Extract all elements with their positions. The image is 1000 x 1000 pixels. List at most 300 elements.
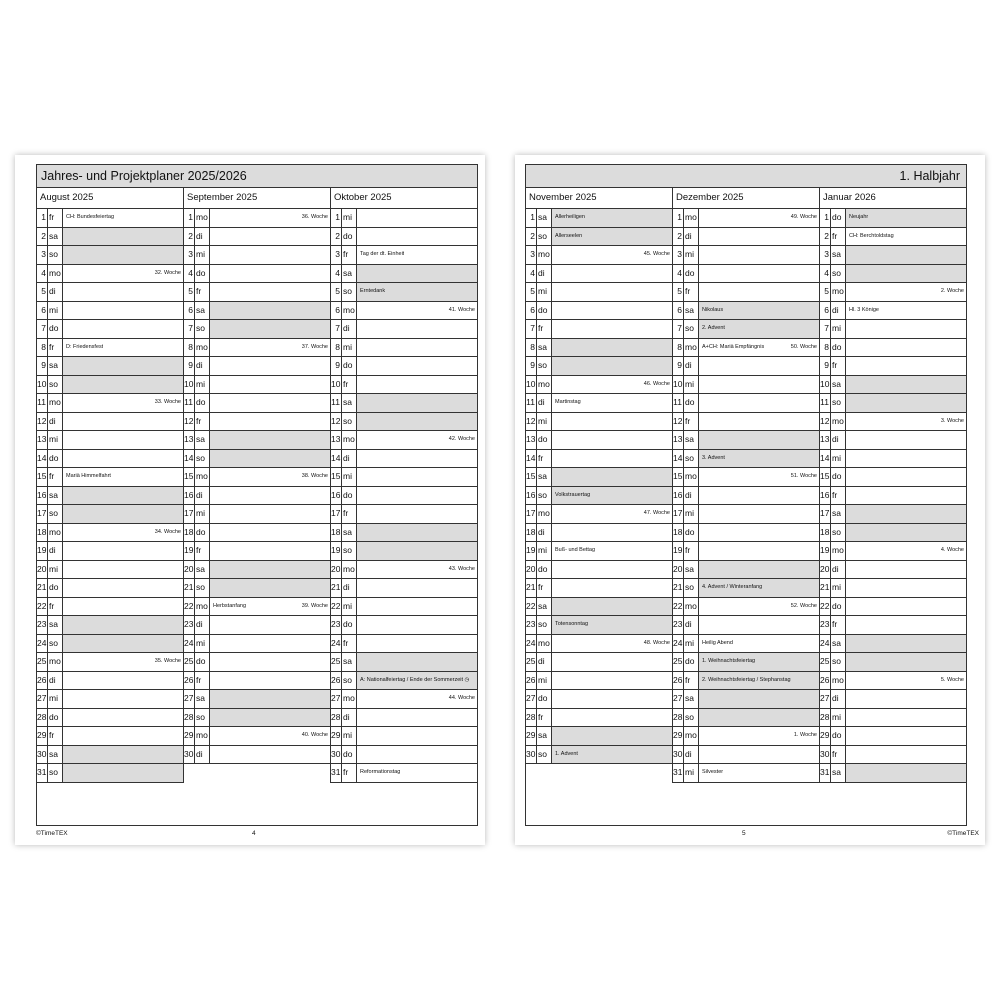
day-entry-cell[interactable]: [846, 339, 966, 357]
day-entry-cell[interactable]: [357, 394, 477, 412]
day-entry-cell[interactable]: [210, 579, 330, 597]
day-entry-cell[interactable]: [552, 672, 672, 690]
day-row[interactable]: [37, 709, 183, 728]
day-entry-cell[interactable]: [552, 487, 672, 505]
day-entry-cell[interactable]: [357, 524, 477, 542]
day-entry-cell[interactable]: [357, 228, 477, 246]
day-row[interactable]: [526, 505, 672, 524]
day-row[interactable]: [526, 579, 672, 598]
day-entry-cell[interactable]: [699, 450, 819, 468]
day-row[interactable]: [673, 339, 819, 358]
day-row[interactable]: [526, 283, 672, 302]
day-row[interactable]: [673, 746, 819, 765]
day-entry-cell[interactable]: [846, 487, 966, 505]
day-row[interactable]: [331, 265, 477, 284]
day-row[interactable]: [331, 209, 477, 228]
day-row[interactable]: [184, 413, 330, 432]
day-row[interactable]: [37, 616, 183, 635]
day-row[interactable]: [37, 727, 183, 746]
day-row[interactable]: [331, 635, 477, 654]
day-entry-cell[interactable]: [699, 746, 819, 764]
day-entry-cell[interactable]: [846, 320, 966, 338]
day-entry-cell[interactable]: [63, 727, 183, 745]
day-row[interactable]: [37, 394, 183, 413]
day-entry-cell[interactable]: [63, 376, 183, 394]
day-entry-cell[interactable]: [552, 302, 672, 320]
day-row[interactable]: [37, 672, 183, 691]
day-entry-cell[interactable]: [63, 505, 183, 523]
day-row[interactable]: [820, 709, 966, 728]
day-row[interactable]: [673, 283, 819, 302]
day-entry-cell[interactable]: [63, 524, 183, 542]
day-row[interactable]: [820, 616, 966, 635]
day-entry-cell[interactable]: [846, 376, 966, 394]
day-entry-cell[interactable]: [357, 357, 477, 375]
day-entry-cell[interactable]: [552, 339, 672, 357]
day-row[interactable]: [331, 450, 477, 469]
day-entry-cell[interactable]: [846, 616, 966, 634]
day-entry-cell[interactable]: [357, 209, 477, 227]
day-row[interactable]: [526, 709, 672, 728]
day-row[interactable]: [820, 653, 966, 672]
day-row[interactable]: [673, 561, 819, 580]
day-entry-cell[interactable]: [699, 579, 819, 597]
day-row[interactable]: [673, 579, 819, 598]
day-row[interactable]: [820, 746, 966, 765]
day-entry-cell[interactable]: [357, 561, 477, 579]
day-entry-cell[interactable]: [846, 635, 966, 653]
day-entry-cell[interactable]: [210, 394, 330, 412]
day-row[interactable]: [184, 561, 330, 580]
day-entry-cell[interactable]: [699, 653, 819, 671]
day-row[interactable]: [820, 339, 966, 358]
day-row[interactable]: [331, 709, 477, 728]
day-entry-cell[interactable]: [63, 394, 183, 412]
day-entry-cell[interactable]: [63, 413, 183, 431]
day-row[interactable]: [526, 727, 672, 746]
day-row[interactable]: [37, 209, 183, 228]
day-row[interactable]: [673, 431, 819, 450]
day-entry-cell[interactable]: [699, 376, 819, 394]
day-entry-cell[interactable]: [846, 709, 966, 727]
day-entry-cell[interactable]: [552, 431, 672, 449]
day-row[interactable]: [184, 487, 330, 506]
day-row[interactable]: [820, 561, 966, 580]
day-entry-cell[interactable]: [210, 265, 330, 283]
day-row[interactable]: [184, 450, 330, 469]
day-entry-cell[interactable]: [552, 394, 672, 412]
day-entry-cell[interactable]: [63, 690, 183, 708]
day-row[interactable]: [37, 505, 183, 524]
day-row[interactable]: [526, 487, 672, 506]
day-entry-cell[interactable]: [699, 209, 819, 227]
day-row[interactable]: [37, 598, 183, 617]
day-row[interactable]: [820, 431, 966, 450]
day-row[interactable]: [526, 246, 672, 265]
day-entry-cell[interactable]: [552, 690, 672, 708]
day-entry-cell[interactable]: [63, 265, 183, 283]
day-row[interactable]: [184, 357, 330, 376]
day-entry-cell[interactable]: [552, 598, 672, 616]
day-row[interactable]: [820, 542, 966, 561]
day-entry-cell[interactable]: [210, 431, 330, 449]
day-entry-cell[interactable]: [210, 616, 330, 634]
day-entry-cell[interactable]: [846, 505, 966, 523]
day-row[interactable]: [331, 505, 477, 524]
day-row[interactable]: [37, 413, 183, 432]
day-row[interactable]: [820, 524, 966, 543]
day-entry-cell[interactable]: [552, 357, 672, 375]
day-row[interactable]: [37, 320, 183, 339]
day-entry-cell[interactable]: [357, 246, 477, 264]
day-row[interactable]: [820, 265, 966, 284]
day-entry-cell[interactable]: [63, 561, 183, 579]
day-entry-cell[interactable]: [846, 209, 966, 227]
day-row[interactable]: [184, 320, 330, 339]
day-entry-cell[interactable]: [63, 672, 183, 690]
day-entry-cell[interactable]: [63, 616, 183, 634]
day-entry-cell[interactable]: [699, 339, 819, 357]
day-row[interactable]: [673, 357, 819, 376]
day-entry-cell[interactable]: [63, 302, 183, 320]
day-row[interactable]: [184, 616, 330, 635]
day-entry-cell[interactable]: [552, 209, 672, 227]
day-entry-cell[interactable]: [846, 431, 966, 449]
day-entry-cell[interactable]: [699, 265, 819, 283]
day-row[interactable]: [184, 302, 330, 321]
day-entry-cell[interactable]: [699, 598, 819, 616]
day-entry-cell[interactable]: [210, 357, 330, 375]
day-entry-cell[interactable]: [63, 542, 183, 560]
day-row[interactable]: [673, 228, 819, 247]
day-entry-cell[interactable]: [846, 746, 966, 764]
day-row[interactable]: [820, 450, 966, 469]
day-row[interactable]: [820, 672, 966, 691]
day-entry-cell[interactable]: [210, 320, 330, 338]
day-row[interactable]: [37, 524, 183, 543]
day-entry-cell[interactable]: [357, 468, 477, 486]
day-row[interactable]: [820, 468, 966, 487]
day-entry-cell[interactable]: [210, 339, 330, 357]
day-row[interactable]: [37, 468, 183, 487]
day-row[interactable]: [526, 413, 672, 432]
day-entry-cell[interactable]: [699, 690, 819, 708]
day-row[interactable]: [184, 246, 330, 265]
day-entry-cell[interactable]: [210, 228, 330, 246]
day-entry-cell[interactable]: [63, 283, 183, 301]
day-row[interactable]: [184, 505, 330, 524]
day-entry-cell[interactable]: [552, 653, 672, 671]
day-entry-cell[interactable]: [699, 413, 819, 431]
day-row[interactable]: [37, 339, 183, 358]
day-entry-cell[interactable]: [357, 413, 477, 431]
day-row[interactable]: [526, 302, 672, 321]
day-entry-cell[interactable]: [699, 542, 819, 560]
day-row[interactable]: [673, 413, 819, 432]
day-entry-cell[interactable]: [357, 727, 477, 745]
day-entry-cell[interactable]: [846, 394, 966, 412]
day-row[interactable]: [820, 209, 966, 228]
day-row[interactable]: [526, 228, 672, 247]
day-row[interactable]: [331, 746, 477, 765]
day-row[interactable]: [184, 265, 330, 284]
day-row[interactable]: [526, 468, 672, 487]
day-row[interactable]: [37, 746, 183, 765]
day-row[interactable]: [331, 320, 477, 339]
day-entry-cell[interactable]: [552, 320, 672, 338]
day-row[interactable]: [37, 690, 183, 709]
day-entry-cell[interactable]: [210, 561, 330, 579]
day-entry-cell[interactable]: [210, 246, 330, 264]
day-row[interactable]: [37, 764, 183, 783]
day-entry-cell[interactable]: [63, 431, 183, 449]
day-entry-cell[interactable]: [210, 746, 330, 764]
day-entry-cell[interactable]: [210, 727, 330, 745]
day-row[interactable]: [184, 598, 330, 617]
day-entry-cell[interactable]: [210, 542, 330, 560]
day-entry-cell[interactable]: [699, 246, 819, 264]
day-entry-cell[interactable]: [846, 672, 966, 690]
day-row[interactable]: [673, 709, 819, 728]
day-entry-cell[interactable]: [63, 598, 183, 616]
day-row[interactable]: [526, 339, 672, 358]
day-row[interactable]: [331, 616, 477, 635]
day-row[interactable]: [331, 357, 477, 376]
day-row[interactable]: [820, 302, 966, 321]
day-row[interactable]: [673, 265, 819, 284]
day-entry-cell[interactable]: [699, 302, 819, 320]
day-row[interactable]: [673, 394, 819, 413]
day-row[interactable]: [673, 246, 819, 265]
day-entry-cell[interactable]: [357, 320, 477, 338]
day-entry-cell[interactable]: [846, 561, 966, 579]
day-entry-cell[interactable]: [846, 764, 966, 782]
day-entry-cell[interactable]: [357, 450, 477, 468]
day-entry-cell[interactable]: [846, 468, 966, 486]
day-entry-cell[interactable]: [210, 209, 330, 227]
day-entry-cell[interactable]: [699, 672, 819, 690]
day-entry-cell[interactable]: [552, 283, 672, 301]
day-row[interactable]: [526, 209, 672, 228]
day-row[interactable]: [184, 746, 330, 765]
day-entry-cell[interactable]: [357, 672, 477, 690]
day-entry-cell[interactable]: [846, 690, 966, 708]
day-entry-cell[interactable]: [210, 653, 330, 671]
day-entry-cell[interactable]: [357, 542, 477, 560]
day-row[interactable]: [184, 376, 330, 395]
day-entry-cell[interactable]: [357, 579, 477, 597]
day-entry-cell[interactable]: [846, 598, 966, 616]
day-row[interactable]: [526, 431, 672, 450]
day-entry-cell[interactable]: [63, 228, 183, 246]
day-row[interactable]: [526, 450, 672, 469]
day-row[interactable]: [184, 394, 330, 413]
day-row[interactable]: [820, 320, 966, 339]
day-row[interactable]: [184, 542, 330, 561]
day-entry-cell[interactable]: [699, 468, 819, 486]
day-entry-cell[interactable]: [846, 450, 966, 468]
day-entry-cell[interactable]: [357, 339, 477, 357]
day-entry-cell[interactable]: [552, 450, 672, 468]
day-entry-cell[interactable]: [210, 487, 330, 505]
day-row[interactable]: [526, 542, 672, 561]
day-entry-cell[interactable]: [63, 579, 183, 597]
day-row[interactable]: [673, 690, 819, 709]
day-entry-cell[interactable]: [699, 561, 819, 579]
day-row[interactable]: [37, 561, 183, 580]
day-entry-cell[interactable]: [210, 413, 330, 431]
day-row[interactable]: [331, 524, 477, 543]
day-row[interactable]: [37, 228, 183, 247]
day-entry-cell[interactable]: [699, 616, 819, 634]
day-row[interactable]: [331, 228, 477, 247]
day-entry-cell[interactable]: [63, 635, 183, 653]
day-row[interactable]: [37, 542, 183, 561]
day-row[interactable]: [37, 376, 183, 395]
day-row[interactable]: [37, 635, 183, 654]
day-entry-cell[interactable]: [699, 357, 819, 375]
day-row[interactable]: [331, 487, 477, 506]
day-row[interactable]: [184, 672, 330, 691]
day-row[interactable]: [331, 431, 477, 450]
day-entry-cell[interactable]: [210, 302, 330, 320]
day-entry-cell[interactable]: [63, 246, 183, 264]
day-row[interactable]: [184, 690, 330, 709]
day-row[interactable]: [37, 246, 183, 265]
day-row[interactable]: [673, 468, 819, 487]
day-entry-cell[interactable]: [210, 672, 330, 690]
day-row[interactable]: [673, 320, 819, 339]
day-row[interactable]: [184, 524, 330, 543]
day-entry-cell[interactable]: [210, 598, 330, 616]
day-row[interactable]: [820, 635, 966, 654]
day-entry-cell[interactable]: [846, 653, 966, 671]
day-row[interactable]: [331, 283, 477, 302]
day-row[interactable]: [184, 339, 330, 358]
day-entry-cell[interactable]: [552, 616, 672, 634]
day-row[interactable]: [37, 283, 183, 302]
day-entry-cell[interactable]: [552, 376, 672, 394]
day-row[interactable]: [526, 265, 672, 284]
day-entry-cell[interactable]: [357, 690, 477, 708]
day-entry-cell[interactable]: [552, 635, 672, 653]
day-row[interactable]: [820, 487, 966, 506]
day-entry-cell[interactable]: [357, 487, 477, 505]
day-entry-cell[interactable]: [357, 764, 477, 782]
day-row[interactable]: [37, 487, 183, 506]
day-row[interactable]: [526, 394, 672, 413]
day-entry-cell[interactable]: [210, 450, 330, 468]
day-entry-cell[interactable]: [699, 764, 819, 782]
day-entry-cell[interactable]: [552, 228, 672, 246]
day-entry-cell[interactable]: [63, 746, 183, 764]
day-entry-cell[interactable]: [552, 413, 672, 431]
day-row[interactable]: [331, 727, 477, 746]
day-entry-cell[interactable]: [699, 727, 819, 745]
day-row[interactable]: [673, 505, 819, 524]
day-entry-cell[interactable]: [210, 709, 330, 727]
day-row[interactable]: [184, 468, 330, 487]
day-row[interactable]: [526, 616, 672, 635]
day-entry-cell[interactable]: [63, 357, 183, 375]
day-row[interactable]: [526, 746, 672, 765]
day-row[interactable]: [184, 228, 330, 247]
day-row[interactable]: [37, 302, 183, 321]
day-entry-cell[interactable]: [846, 228, 966, 246]
day-entry-cell[interactable]: [357, 635, 477, 653]
day-row[interactable]: [673, 302, 819, 321]
day-row[interactable]: [184, 653, 330, 672]
day-entry-cell[interactable]: [357, 709, 477, 727]
day-row[interactable]: [331, 579, 477, 598]
day-entry-cell[interactable]: [63, 320, 183, 338]
day-entry-cell[interactable]: [699, 709, 819, 727]
day-row[interactable]: [820, 357, 966, 376]
day-row[interactable]: [331, 376, 477, 395]
day-row[interactable]: [184, 727, 330, 746]
day-row[interactable]: [820, 228, 966, 247]
day-row[interactable]: [526, 524, 672, 543]
day-entry-cell[interactable]: [846, 413, 966, 431]
day-entry-cell[interactable]: [63, 487, 183, 505]
day-entry-cell[interactable]: [357, 746, 477, 764]
day-row[interactable]: [673, 376, 819, 395]
day-row[interactable]: [184, 635, 330, 654]
day-entry-cell[interactable]: [699, 487, 819, 505]
day-entry-cell[interactable]: [699, 394, 819, 412]
day-entry-cell[interactable]: [846, 524, 966, 542]
day-row[interactable]: [331, 302, 477, 321]
day-row[interactable]: [673, 672, 819, 691]
day-entry-cell[interactable]: [63, 450, 183, 468]
day-row[interactable]: [673, 616, 819, 635]
day-entry-cell[interactable]: [552, 561, 672, 579]
day-entry-cell[interactable]: [63, 764, 183, 782]
day-entry-cell[interactable]: [210, 283, 330, 301]
day-entry-cell[interactable]: [846, 265, 966, 283]
day-row[interactable]: [331, 690, 477, 709]
day-row[interactable]: [526, 357, 672, 376]
day-row[interactable]: [673, 598, 819, 617]
day-entry-cell[interactable]: [552, 524, 672, 542]
day-entry-cell[interactable]: [63, 709, 183, 727]
day-row[interactable]: [184, 709, 330, 728]
day-entry-cell[interactable]: [699, 431, 819, 449]
day-entry-cell[interactable]: [63, 209, 183, 227]
day-row[interactable]: [820, 690, 966, 709]
day-row[interactable]: [673, 487, 819, 506]
day-row[interactable]: [673, 635, 819, 654]
day-entry-cell[interactable]: [699, 283, 819, 301]
day-entry-cell[interactable]: [846, 727, 966, 745]
day-entry-cell[interactable]: [846, 357, 966, 375]
day-row[interactable]: [820, 283, 966, 302]
day-row[interactable]: [331, 561, 477, 580]
day-row[interactable]: [331, 394, 477, 413]
day-row[interactable]: [331, 339, 477, 358]
day-row[interactable]: [37, 579, 183, 598]
day-entry-cell[interactable]: [357, 505, 477, 523]
day-row[interactable]: [37, 357, 183, 376]
day-row[interactable]: [331, 468, 477, 487]
day-row[interactable]: [820, 764, 966, 783]
day-row[interactable]: [37, 431, 183, 450]
day-entry-cell[interactable]: [699, 320, 819, 338]
day-entry-cell[interactable]: [210, 468, 330, 486]
day-row[interactable]: [526, 635, 672, 654]
day-entry-cell[interactable]: [699, 635, 819, 653]
day-row[interactable]: [820, 413, 966, 432]
